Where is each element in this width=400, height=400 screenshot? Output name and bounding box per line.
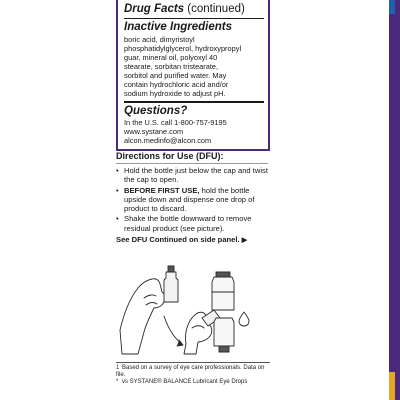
ingredient-line: stearate, sorbitan tristearate, <box>124 62 219 71</box>
direction-step <box>116 186 268 214</box>
directions-list <box>116 166 268 233</box>
ingredient-line: guar, mineral oil, polyoxyl 40 <box>124 53 218 62</box>
inactive-ingredients-text <box>124 35 264 103</box>
footnote-mark: * <box>116 379 119 385</box>
blue-accent-strip <box>389 0 395 14</box>
direction-step-text: Shake the bottle downward to remove residual product (see picture). <box>124 214 252 233</box>
ingredient-line: contain hydrochloric acid and/or <box>124 80 229 89</box>
drug-facts-title <box>124 3 264 19</box>
inactive-ingredients-heading: Inactive Ingredients <box>124 21 233 33</box>
bottle-upright-drawing <box>164 272 178 302</box>
ingredient-line: sodium hydroxide to adjust pH. <box>124 89 226 98</box>
dfu-continued-text: See DFU Continued on side panel. <box>116 235 240 245</box>
questions-heading: Questions? <box>124 105 188 117</box>
direction-step-bold: BEFORE FIRST USE, <box>124 185 200 195</box>
drug-facts-title-suffix: (continued) <box>187 3 245 15</box>
ingredient-line: boric acid, dimyristoyl <box>124 35 195 44</box>
questions-phone: In the U.S. call 1-800-757-9195 <box>124 118 227 127</box>
footnote <box>116 365 270 379</box>
questions-email: alcon.medinfo@alcon.com <box>124 136 212 145</box>
dfu-continued-note <box>116 235 268 246</box>
bottle-cap-drawing <box>216 272 230 277</box>
questions-website: www.systane.com <box>124 127 184 136</box>
gold-accent-strip <box>389 372 395 400</box>
bottle-large-drawing <box>212 277 234 310</box>
dfu-illustration <box>116 258 270 360</box>
bottle-lower-drawing <box>214 318 234 346</box>
triangle-right-icon: ▶ <box>241 237 248 245</box>
direction-step <box>116 214 268 233</box>
directions-section <box>116 151 268 246</box>
footnote-mark: 1 <box>116 365 120 371</box>
ingredient-line: sorbitol and purified water. May <box>124 71 227 80</box>
direction-step-text: Hold the bottle just below the cap and twist the cap to open. <box>124 166 268 185</box>
footnotes <box>116 362 270 386</box>
directions-heading: Directions for Use (DFU): <box>116 151 268 164</box>
drug-facts-panel <box>116 0 270 151</box>
footnote-text: Based on a survey of eye care professionals. Data on file. <box>116 365 265 378</box>
drug-facts-title-text: Drug Facts <box>124 3 185 15</box>
footnote-text: vs SYSTANE® BALANCE Lubricant Eye Drops <box>122 379 248 385</box>
ingredient-line: phosphatidylglycerol, hydroxypropyl <box>124 44 242 53</box>
hand-left-drawing <box>120 279 165 354</box>
drug-facts-box <box>116 0 270 151</box>
drop-drawing <box>239 312 249 326</box>
direction-step <box>116 166 268 185</box>
footnote <box>116 379 270 386</box>
right-edge-band <box>389 0 400 400</box>
direction-step-text: hold the bottle upside down and dispense one drop of product to discard. <box>124 185 255 214</box>
